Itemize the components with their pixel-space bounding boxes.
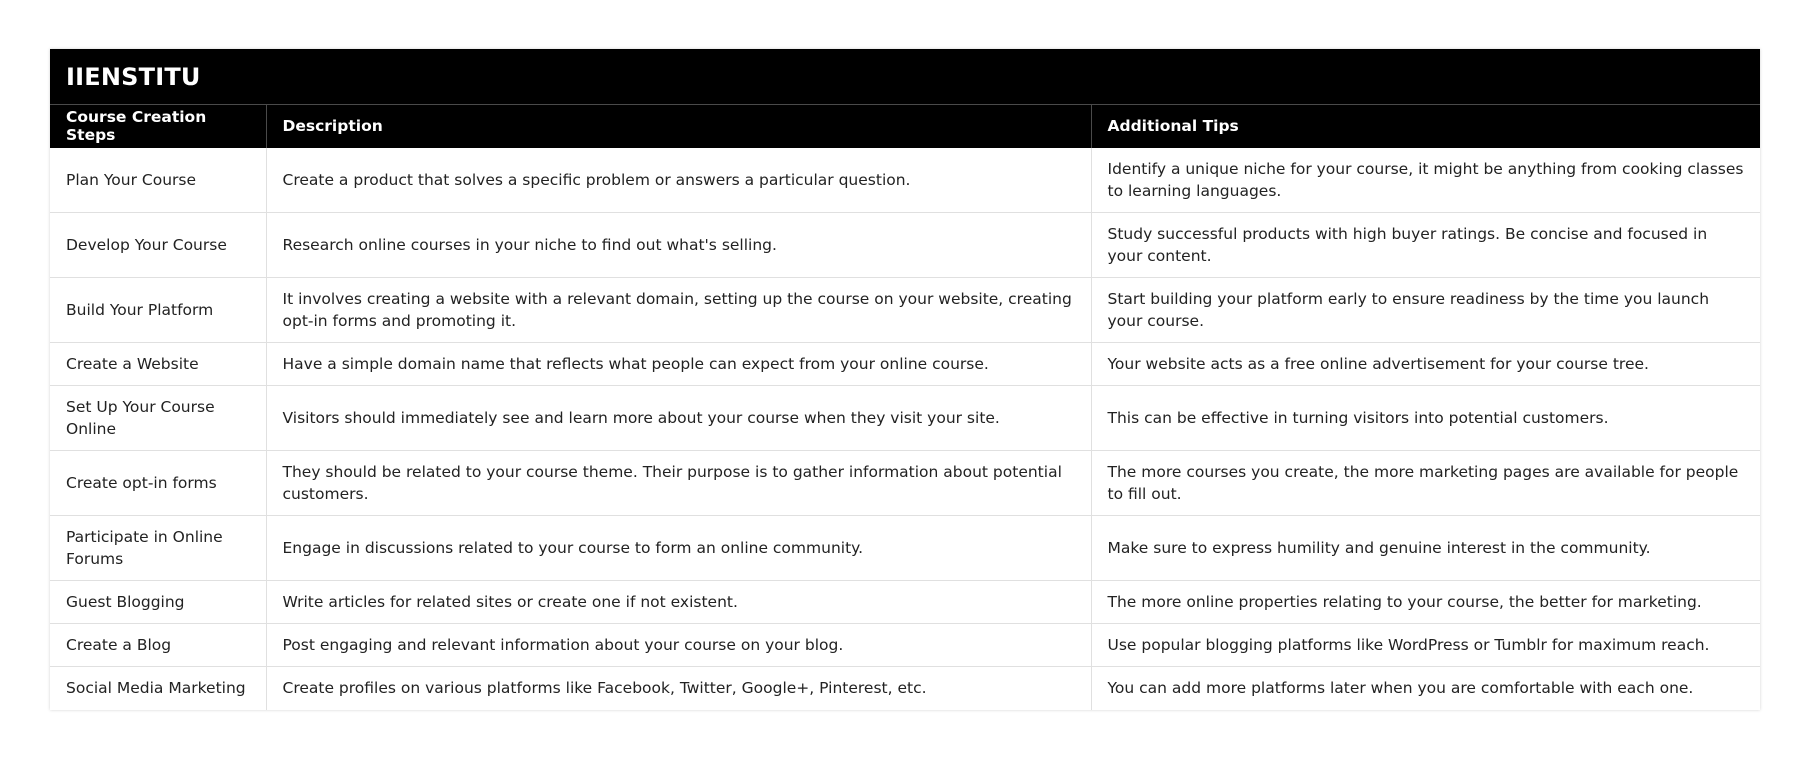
description-cell: Create profiles on various platforms like Facebook, Twitter, Google+, Pinterest, etc. (266, 667, 1091, 710)
step-cell: Guest Blogging (50, 581, 266, 624)
table-row (50, 213, 1760, 278)
column-header-description: Description (266, 105, 1091, 148)
column-header-steps: Course Creation Steps (50, 105, 266, 148)
table-row (50, 148, 1760, 213)
step-cell: Create a Blog (50, 624, 266, 667)
tip-cell: Use popular blogging platforms like WordPress or Tumblr for maximum reach. (1091, 624, 1760, 667)
table-title: IIENSTITU (50, 49, 1760, 104)
course-steps-card (50, 49, 1760, 710)
table-row (50, 386, 1760, 451)
header-row (50, 105, 1760, 148)
table-row (50, 581, 1760, 624)
tip-cell: Your website acts as a free online advertisement for your course tree. (1091, 343, 1760, 386)
step-cell: Social Media Marketing (66, 679, 246, 698)
table-row (50, 343, 1760, 386)
step-cell: Build Your Platform (50, 278, 266, 343)
tip-cell: The more online properties relating to your course, the better for marketing. (1091, 581, 1760, 624)
description-cell: Visitors should immediately see and learn more about your course when they visit your site. (266, 386, 1091, 451)
table-row (50, 624, 1760, 667)
step-cell: Create a Website (50, 343, 266, 386)
column-header-tips: Additional Tips (1091, 105, 1760, 148)
description-cell: Research online courses in your niche to find out what's selling. (266, 213, 1091, 278)
table-row (50, 667, 1760, 710)
description-cell: It involves creating a website with a relevant domain, setting up the course on your website, creating opt-in forms and promoting it. (266, 278, 1091, 343)
table-row (50, 451, 1760, 516)
description-cell: Write articles for related sites or create one if not existent. (266, 581, 1091, 624)
description-cell: Have a simple domain name that reflects what people can expect from your online course. (266, 343, 1091, 386)
table-row (50, 516, 1760, 581)
description-cell: Create a product that solves a specific problem or answers a particular question. (266, 148, 1091, 213)
step-cell: Participate in Online Forums (50, 516, 266, 581)
step-cell: Create opt-in forms (50, 451, 266, 516)
table-row (50, 278, 1760, 343)
description-cell: They should be related to your course theme. Their purpose is to gather information about potential customers. (266, 451, 1091, 516)
tip-cell: Make sure to express humility and genuine interest in the community. (1091, 516, 1760, 581)
tip-cell: This can be effective in turning visitors into potential customers. (1091, 386, 1760, 451)
description-cell: Post engaging and relevant information about your course on your blog. (266, 624, 1091, 667)
tip-cell: Identify a unique niche for your course, it might be anything from cooking classes to learning languages. (1091, 148, 1760, 213)
tip-cell: Study successful products with high buyer ratings. Be concise and focused in your content. (1091, 213, 1760, 278)
step-cell: Plan Your Course (50, 148, 266, 213)
step-cell: Set Up Your Course Online (50, 386, 266, 451)
description-cell: Engage in discussions related to your course to form an online community. (266, 516, 1091, 581)
step-cell: Develop Your Course (50, 213, 266, 278)
tip-cell: Start building your platform early to ensure readiness by the time you launch your course. (1091, 278, 1760, 343)
tip-cell: The more courses you create, the more marketing pages are available for people to fill out. (1091, 451, 1760, 516)
tip-cell: You can add more platforms later when you are comfortable with each one. (1091, 667, 1760, 710)
course-steps-table (50, 104, 1760, 710)
